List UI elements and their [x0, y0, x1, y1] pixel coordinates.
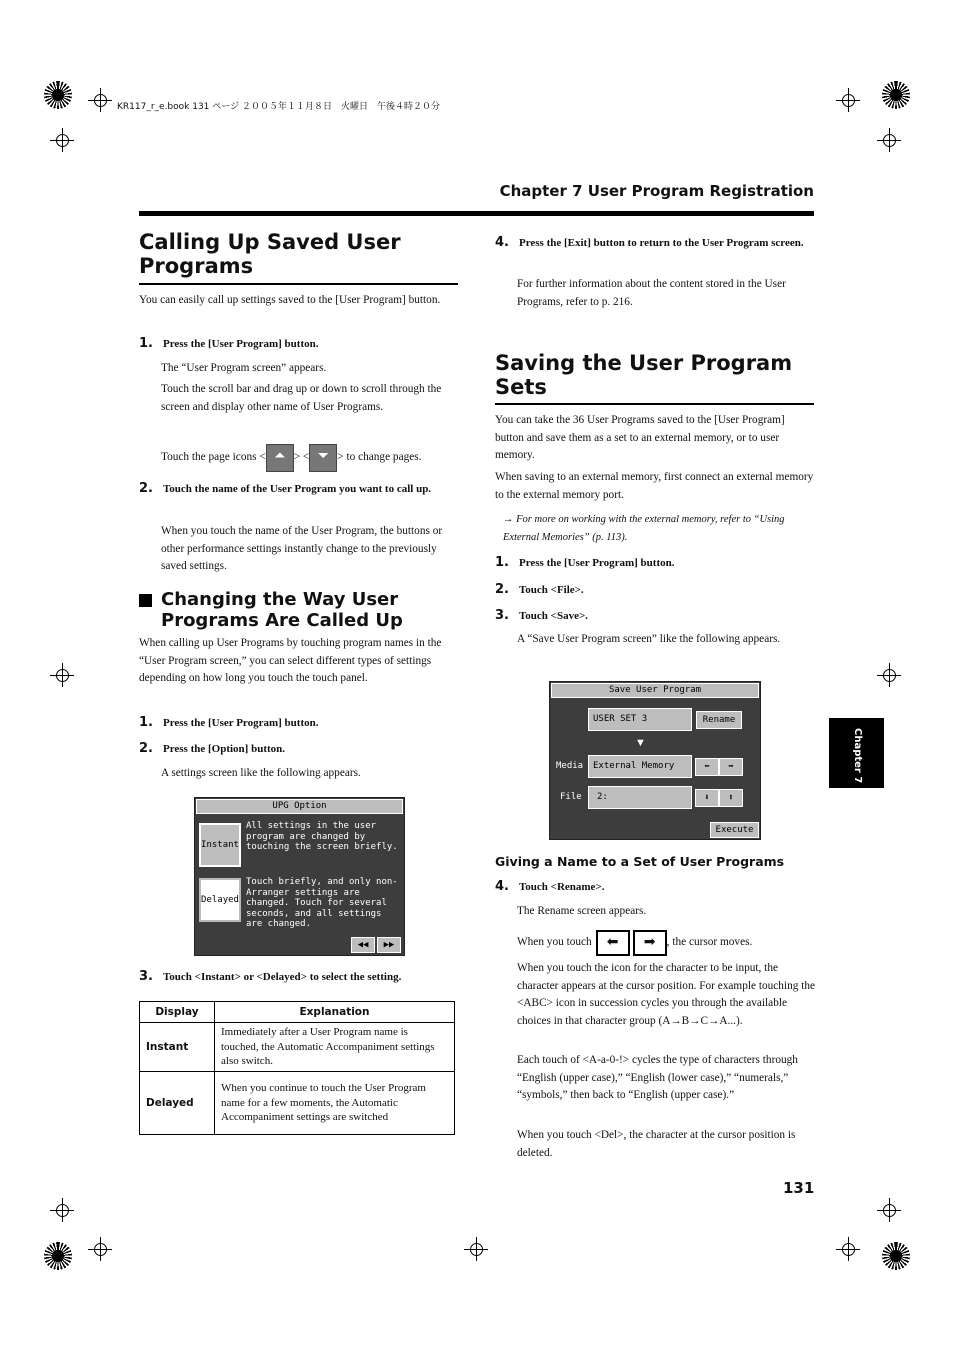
table-cell: Immediately after a User Program name is touched, the Automatic Accompaniment settings also switch.: [215, 1023, 455, 1072]
header-rule: [139, 211, 814, 216]
step-text: Press the [User Program] button.: [162, 338, 319, 350]
cursor-text-a: When you touch: [517, 936, 592, 949]
subsection-title: Changing the Way User Programs Are Called Up: [161, 589, 403, 631]
external-memory-note: → For more on working with the external memory, refer to “Using External Memories” (p. 113).: [503, 514, 785, 543]
section-title-saving: Saving the User Program Sets: [495, 351, 793, 399]
registration-target-icon: [44, 1242, 72, 1270]
step-2: [139, 479, 457, 500]
file-down-icon[interactable]: ⬇: [695, 789, 719, 807]
crosshair-icon: [877, 128, 901, 152]
crosshair-icon: [877, 663, 901, 687]
next-page-icon[interactable]: ▶▶: [377, 937, 401, 953]
step-4-exit: [495, 232, 813, 253]
step-2-desc: When you touch the name of the User Program, the buttons or other performance settings instantly change to the previously saved settings.: [161, 525, 443, 573]
chapter-side-tab: [829, 718, 884, 788]
crosshair-icon: [88, 1237, 112, 1261]
table-row: [140, 1072, 455, 1135]
step-number: 1.: [139, 715, 153, 730]
subsection-title-giving-name: Giving a Name to a Set of User Programs: [495, 854, 785, 869]
step-text: Press the [User Program] button.: [518, 557, 675, 569]
file-field[interactable]: 2:: [588, 786, 692, 809]
crosshair-icon: [50, 663, 74, 687]
crosshair-icon: [50, 1198, 74, 1222]
page-icons-text-c: > to change pages.: [337, 451, 422, 464]
file-label: File: [560, 792, 582, 802]
subsection-square-icon: [139, 594, 152, 607]
rename-cursor-desc: [517, 930, 752, 956]
step-number: 2.: [139, 741, 153, 756]
save-step-3-desc: A “Save User Program screen” like the following appears.: [517, 633, 781, 645]
table-cell: Instant: [140, 1023, 215, 1072]
media-right-icon[interactable]: ➡: [719, 758, 743, 776]
step-text: Press the [Exit] button to return to the User Program screen.: [518, 237, 804, 249]
step-1-scroll-desc: Touch the scroll bar and drag up or down to scroll through the screen and display other name of User Programs.: [161, 383, 442, 413]
page-icons-text-a: Touch the page icons <: [161, 451, 266, 464]
table-header-row: [140, 1002, 455, 1023]
save-screen-title: Save User Program: [551, 683, 759, 698]
step-text: Touch <Rename>.: [518, 881, 605, 893]
prev-page-icon[interactable]: ◀◀: [351, 937, 375, 953]
step-text: Touch <Save>.: [518, 610, 588, 622]
section-title-rule: [139, 283, 458, 285]
section-title-calling-up: Calling Up Saved User Programs: [139, 230, 401, 278]
step-number: 1.: [495, 555, 509, 570]
upg-option-screen: [194, 797, 405, 956]
chapter-side-tab-label: Chapter 7: [852, 728, 863, 784]
step-text: Press the [User Program] button.: [162, 717, 319, 729]
step-text: Touch <File>.: [518, 584, 584, 596]
step-number: 1.: [139, 336, 153, 351]
crosshair-icon: [50, 128, 74, 152]
upg-screen-title: UPG Option: [196, 799, 403, 814]
rename-desc-4: Each touch of <A-a-0-!> cycles the type of characters through “English (upper case),” “English (lower case),” “numerals,” “symbols,” then back to “English (upper case).”: [517, 1054, 798, 1102]
media-left-icon[interactable]: ⬅: [695, 758, 719, 776]
table-header: Display: [140, 1002, 215, 1023]
execute-button[interactable]: Execute: [710, 822, 759, 838]
step-4-desc: For further information about the content stored in the User Programs, refer to p. 216.: [517, 278, 786, 308]
page-number: 131: [783, 1179, 815, 1197]
saving-intro-1: You can take the 36 User Programs saved to the [User Program] button and save them as a set to an external memory, or to user memory.: [495, 414, 785, 462]
step-text: Press the [Option] button.: [162, 743, 286, 755]
rename-desc-1: The Rename screen appears.: [517, 905, 647, 917]
cursor-text-b: , the cursor moves.: [666, 936, 753, 949]
cursor-left-icon: ⬅: [596, 930, 630, 956]
crosshair-icon: [836, 88, 860, 112]
page-icons-text-b: > <: [293, 451, 310, 464]
page-up-icon: ⏶: [266, 444, 294, 472]
table-cell: Delayed: [140, 1072, 215, 1135]
cursor-right-icon: ➡: [633, 930, 667, 956]
table-cell: When you continue to touch the User Program name for a few moments, the Automatic Accompaniment settings are switched: [215, 1072, 455, 1135]
save-step-3: [495, 606, 588, 624]
file-stamp: KR117_r_e.book 131 ページ ２００５年１１月８日 火曜日 午後４時２０分: [117, 102, 440, 112]
instant-description: All settings in the user program are changed by touching the screen briefly.: [246, 821, 398, 852]
table-row: [140, 1023, 455, 1072]
sub-step-2-desc: A settings screen like the following appears.: [161, 767, 361, 779]
step-1-desc: The “User Program screen” appears.: [161, 362, 327, 374]
step-text: Touch <Instant> or <Delayed> to select the setting.: [162, 971, 402, 983]
save-user-program-screen: [549, 681, 761, 840]
rename-desc-5: When you touch <Del>, the character at the cursor position is deleted.: [517, 1129, 796, 1159]
save-step-1: [495, 553, 675, 571]
media-label: Media: [556, 761, 584, 771]
section-title-rule: [495, 403, 814, 405]
delayed-description: Touch briefly, and only non-Arranger settings are changed. Touch for several seconds, and all settings are changed.: [246, 877, 398, 929]
intro-text: You can easily call up settings saved to the [User Program] button.: [139, 294, 441, 306]
instant-button[interactable]: Instant: [199, 823, 241, 867]
registration-target-icon: [882, 1242, 910, 1270]
sub-step-3: [139, 967, 401, 985]
subsection-intro: When calling up User Programs by touching program names in the “User Program screen,” you can select different types of settings depending on how long you touch the touch panel.: [139, 637, 442, 685]
step-number: 2.: [139, 481, 153, 496]
rename-desc-3: When you touch the icon for the character to be input, the character appears at the cursor position. For example touching the <ABC> icon in succession cycles you through the available choices in that character group (A→B→C→A...).: [517, 962, 816, 1027]
step-text: Touch the name of the User Program you want to call up.: [162, 483, 432, 495]
table-header: Explanation: [215, 1002, 455, 1023]
rename-button[interactable]: Rename: [696, 711, 742, 729]
arrow-down-icon: ▼: [635, 737, 646, 749]
media-field[interactable]: External Memory: [588, 755, 692, 778]
step-1-page-icons: [161, 444, 461, 472]
step-number: 4.: [495, 235, 509, 250]
sub-step-1: [139, 713, 319, 731]
step-number: 3.: [495, 608, 509, 623]
rename-step-4: [495, 877, 604, 895]
page-down-icon: ⏷: [309, 444, 337, 472]
file-up-icon[interactable]: ⬆: [719, 789, 743, 807]
display-explanation-table: [139, 1001, 455, 1135]
sub-step-2: [139, 739, 285, 757]
delayed-button[interactable]: Delayed: [199, 878, 241, 922]
program-name-field[interactable]: USER SET 3: [588, 708, 692, 731]
step-number: 3.: [139, 969, 153, 984]
crosshair-icon: [836, 1237, 860, 1261]
registration-target-icon: [44, 81, 72, 109]
chapter-title: Chapter 7 User Program Registration: [499, 182, 814, 200]
crosshair-icon: [88, 88, 112, 112]
crosshair-icon: [464, 1237, 488, 1261]
step-number: 4.: [495, 879, 509, 894]
registration-target-icon: [882, 81, 910, 109]
save-step-2: [495, 580, 584, 598]
saving-intro-2: When saving to an external memory, first connect an external memory to the external memory port.: [495, 471, 814, 501]
step-1: [139, 334, 319, 352]
crosshair-icon: [877, 1198, 901, 1222]
step-number: 2.: [495, 582, 509, 597]
